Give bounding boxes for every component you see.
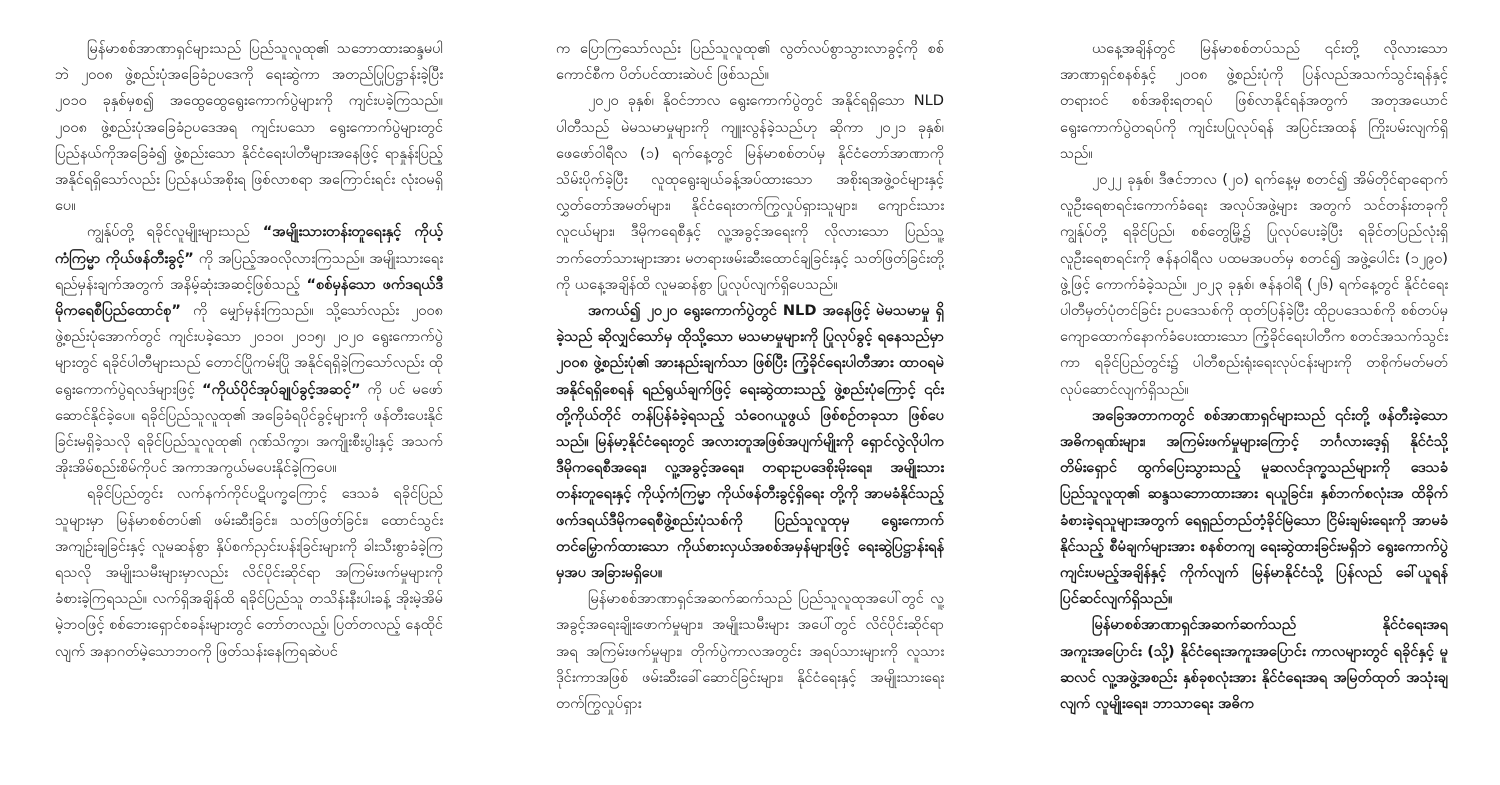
paragraph: [556, 88, 944, 298]
text-run: မြန်မာစစ်အာဏာရှင်များသည် ပြည်သူလူထု၏ သဘောထားဆန္ဒမပါဘဲ ၂၀၀၈ ဖွဲ့စည်းပုံအခြေခံဥပဒေကို ရေးဆွဲကာ အတည်ပြုပြဋ္ဌာန်းခဲ့ပြီး ၂၀၁၀ ခုနှစ်မှစ၍ အထွေထွေရွေးကောက်ပွဲများကို ကျင်းပခဲ့ကြသည်။ ၂၀၀၈ ဖွဲ့စည်းပုံအခြေခံဥပဒေအရ ကျင်းပသော ရွေးကောက်ပွဲများတွင် ပြည်နယ်ကိုအခြေခံ၍ ဖွဲ့စည်းသော နိုင်ငံရေးပါတီများအနေဖြင့် ရာနှုန်းပြည့် အနိုင်ရရှိသော်လည်း ပြည်နယ်အစိုးရ ဖြစ်လာစရာ အကြောင်းရင်း လုံးဝမရှိပေ။: [55, 40, 443, 215]
text-run: ကို အပြည့်အဝလိုလားကြသည်။ အမျိုးသားရေး ရည်မှန်းချက်အတွက် အနိမ့်ဆုံးအဆင့်ဖြစ်သည့်: [55, 249, 443, 293]
paragraph: [1060, 612, 1448, 717]
bold-text-run: “အမျိုးသားတန်းတူရေးနှင့် ကိုယ့်ကံကြမ္မာ ကိုယ်ဖန်တီးခွင့်”: [55, 223, 443, 267]
paragraph: [556, 586, 944, 717]
text-run: ကို မျှော်မှန်းကြသည်။ သို့သော်လည်း ၂၀၀၈ ဖွဲ့စည်းပုံအောက်တွင် ကျင်းပခဲ့သော ၂၀၁၀၊ ၂၀၁၅၊ ၂၀၂၀ ရွေးကောက်ပွဲများတွင် ရခိုင်ပါတီများသည် တောင်ပြိုကမ်းပြို အနိုင်ရရှိခဲ့ကြသော်လည်း ထိုရွေးကောက်ပွဲရလဒ်များဖြင့်: [55, 302, 443, 398]
bold-text-run: အကယ်၍ ၂၀၂၀ ရွေးကောက်ပွဲတွင် NLD အနေဖြင့် မဲမသမာမှု ရှိခဲ့သည် ဆိုလျှင်သော်မှ ထိုသို့သော မသမာမှုများကို ပြုလုပ်ခွင့် ရနေသည်မှာ ၂၀၀၈ ဖွဲ့စည်းပုံ၏ အားနည်းချက်သာ ဖြစ်ပြီး ကြံ့ခိုင်ရေးပါတီအား ထာဝရမဲအနိုင်ရရှိစေရန် ရည်ရွယ်ချက်ဖြင့် ရေးဆွဲထားသည့် ဖွဲ့စည်းပုံကြောင့် ၎င်းတို့ကိုယ်တိုင် တန်ပြန်ခံခဲ့ရသည့် သံဝေဂယူဖွယ် ဖြစ်စဉ်တခုသာ ဖြစ်ပေသည်။ မြန်မာ့နိုင်ငံရေးတွင် အလားတူအဖြစ်အပျက်မျိုးကို ရှောင်လွဲလိုပါက ဒီမိုကရေစီအရေး၊ လူ့အခွင့်အရေး၊ တရားဥပဒေစိုးမိုးရေး၊ အမျိုးသားတန်းတူရေးနှင့် ကိုယ့်ကံကြမ္မာ ကိုယ်ဖန်တီးခွင့်ရှိရေး တို့ကို အာမခံနိုင်သည့် ဖက်ဒရယ်ဒီမိုကရေစီဖွဲ့စည်းပုံသစ်ကို ပြည်သူလူထုမှ ရွေးကောက်တင်မြှောက်ထားသော ကိုယ်စားလှယ်အစစ်အမှန်များဖြင့် ရေးဆွဲပြဋ္ဌာန်းရန်မှအပ အခြားမရှိပေ။: [556, 302, 944, 582]
bold-text-run: “စစ်မှန်သော ဖက်ဒရယ်ဒီမိုကရေစီပြည်ထောင်စု”: [55, 275, 443, 320]
text-run: ၂၀၂၂ ခုနှစ်၊ ဒီဇင်ဘာလ (၂၀) ရက်နေ့မှ စတင်၍ အိမ်တိုင်ရာရောက် လူဦးရေစာရင်းကောက်ခံရေး အလုပ်အဖွဲ့များ အတွက် သင်တန်းတခုကို ကျွန်ုပ်တို့ ရခိုင်ပြည်၊ စစ်တွေမြို့၌ ပြုလုပ်ပေးခဲ့ပြီး ရခိုင်တပြည်လုံးရှိ လူဦးရေစာရင်းကို ဇန်နဝါရီလ ပထမအပတ်မှ စတင်၍ အဖွဲ့ပေါင်း (၁၂၉၀) ဖွဲ့ဖြင့် ကောက်ခံခဲ့သည်။ ၂၀၂၃ ခုနှစ်၊ ဇန်နဝါရီ (၂၆) ရက်နေ့တွင် နိုင်ငံရေးပါတီမှတ်ပုံတင်ခြင်း ဥပဒေသစ်ကို ထုတ်ပြန်ခဲ့ပြီး ထိုဥပဒေသစ်ကို စစ်တပ်မှ ကျောထောက်နောက်ခံပေးထားသော ကြံ့ခိုင်ရေးပါတီက စတင်အသက်သွင်းကာ ရခိုင်ပြည်တွင်း၌ ပါတီစည်းရုံးရေးလုပ်ငန်းများကို တစိုက်မတ်မတ် လုပ်ဆောင်လျက်ရှိသည်။: [1060, 171, 1448, 398]
paragraph: [55, 481, 443, 664]
bold-text-run: “ကိုယ်ပိုင်အုပ်ချုပ်ခွင့်အဆင့်”: [202, 380, 361, 398]
paragraph: [556, 298, 944, 586]
text-run: က ပြောကြသော်လည်း ပြည်သူလူထု၏ လွတ်လပ်စွာသွားလာခွင့်ကို စစ်ကောင်စီက ပိတ်ပင်ထားဆဲပင် ဖြစ်သည်။: [556, 40, 944, 84]
paragraph: [55, 36, 443, 219]
text-column-3: [1060, 36, 1448, 785]
text-run: ကျွန်ုပ်တို့ ရခိုင်လူမျိုးများသည်: [87, 223, 263, 241]
text-run: ရခိုင်ပြည်တွင်း လက်နက်ကိုင်ပဋိပက္ခကြောင့် ဒေသခံ ရခိုင်ပြည်သူများမှာ မြန်မာစစ်တပ်၏ ဖမ်းဆီးခြင်း၊ သတ်ဖြတ်ခြင်း၊ ထောင်သွင်းအကျဉ်းချခြင်းနှင့် လူမဆန်စွာ နှိပ်စက်ညှင်းပန်းခြင်းများကို ခါးသီးစွာခံခဲ့ကြရသလို အမျိုးသမီးများမှာလည်း လိင်ပိုင်းဆိုင်ရာ အကြမ်းဖက်မှုများကို ခံစားခဲ့ကြရသည်။ လက်ရှိအချိန်ထိ ရခိုင်ပြည်သူ တသိန်းနီးပါးခန့် အိုးမဲ့အိမ်မဲ့ဘဝဖြင့် စစ်ဘေးရှောင်စခန်းများတွင် တော်တလည့်၊ ပြတ်တလည့် နေထိုင်လျက် အနာဂတ်မဲ့သောဘဝကို ဖြတ်သန်းနေကြရဆဲပင်: [55, 485, 443, 660]
bold-text-run: အခြေအတာကတွင် စစ်အာဏာရှင်များသည် ၎င်းတို့ ဖန်တီးခဲ့သော အဓိကရုဏ်းများ၊ အကြမ်းဖက်မှုများကြောင့် ဘင်္ဂလားဒေ့ရှ် နိုင်ငံသို့ တိမ်းရှောင် ထွက်ပြေးသွားသည့် မူဆလင်ဒုက္ခသည်များကို ဒေသခံပြည်သူလူထု၏ ဆန္ဒသဘောထားအား ရယူခြင်း၊ နှစ်ဘက်စလုံးအ ထိခိုက်ခံစားခဲ့ရသူများအတွက် ရေရှည်တည်တံ့ခိုင်မြဲသော ငြိမ်းချမ်းရေးကို အာမခံနိုင်သည့် စီမံချက်များအား စနစ်တကျ ရေးဆွဲထားခြင်းမရှိဘဲ ရွေးကောက်ပွဲကျင်းပမည့်အချိန်နှင့် ကိုက်လျက် မြန်မာနိုင်ငံသို့ ပြန်လည် ခေါ်ယူရန် ပြင်ဆင်လျက်ရှိသည်။: [1060, 406, 1448, 608]
text-run: ယနေ့အချိန်တွင် မြန်မာစစ်တပ်သည် ၎င်းတို့ လိုလားသော အာဏာရှင်စနစ်နှင့် ၂၀၀၈ ဖွဲ့စည်းပုံကို ပြန်လည်အသက်သွင်းရန်နှင့် တရားဝင် စစ်အစိုးရတရပ် ဖြစ်လာနိုင်ရန်အတွက် အတုအယောင် ရွေးကောက်ပွဲတရပ်ကို ကျင်းပပြုလုပ်ရန် အပြင်းအထန် ကြိုးပမ်းလျက်ရှိသည်။: [1060, 40, 1448, 162]
text-run: မြန်မာစစ်အာဏာရှင်အဆက်ဆက်သည် ပြည်သူလူထုအပေါ်တွင် လူ့အခွင့်အရေးချိုးဖောက်မှုများ၊ အမျိုးသမီးများ အပေါ်တွင် လိင်ပိုင်းဆိုင်ရာအရ အကြမ်းဖက်မှုများ၊ တိုက်ပွဲကာလအတွင်း အရပ်သားများကို လူသားဒိုင်းကာအဖြစ် ဖမ်းဆီးခေါ်ဆောင်ခြင်းများ၊ နိုင်ငံရေးနှင့် အမျိုးသားရေး တက်ကြွလှုပ်ရှား: [556, 590, 944, 713]
text-column-2: [556, 36, 944, 785]
bold-text-run: မြန်မာစစ်အာဏာရှင်အဆက်ဆက်သည် နိုင်ငံရေးအရအကူးအပြောင်း (သို့) နိုင်ငံရေးအကူးအပြောင်း ကာလများတွင် ရခိုင်နှင့် မူဆလင် လူ့အဖွဲ့အစည်း နှစ်ခုစလုံးအား နိုင်ငံရေးအရ အမြတ်ထုတ် အသုံးချလျက် လူမျိုးရေး၊ ဘာသာရေး အဓိက: [1060, 616, 1448, 713]
text-run: ၂၀၂၀ ခုနှစ်၊ နိုဝင်ဘာလ ရွေးကောက်ပွဲတွင် အနိုင်ရရှိသော NLD ပါတီသည် မဲမသမာမှုများကို ကျူးလွန်ခဲ့သည်ဟု ဆိုကာ ၂၀၂၁ ခုနှစ်၊ ဖေဖော်ဝါရီလ (၁) ရက်နေ့တွင် မြန်မာစစ်တပ်မှ နိုင်ငံတော်အာဏာကို သိမ်းပိုက်ခဲ့ပြီး လူထုရွေးချယ်ခန့်အပ်ထားသော အစိုးရအဖွဲ့ဝင်များနှင့် လွှတ်တော်အမတ်များ၊ နိုင်ငံရေးတက်ကြွလှုပ်ရှားသူများ၊ ကျောင်းသားလူငယ်များ၊ ဒီမိုကရေစီနှင့် လူ့အခွင့်အရေးကို လိုလားသော ပြည်သူ့ဘက်တော်သားများအား မတရားဖမ်းဆီးထောင်ချခြင်းနှင့် သတ်ဖြတ်ခြင်းတို့ကို ယနေ့အချိန်ထိ လူမဆန်စွာ ပြုလုပ်လျက်ရှိပေသည်။: [556, 92, 944, 293]
text-column-1: [55, 36, 443, 785]
paragraph: [556, 36, 944, 88]
paragraph: [1060, 167, 1448, 403]
text-run: ကို ပင် မဖော်ဆောင်နိုင်ခဲ့ပေ။ ရခိုင်ပြည်သူလူထု၏ အခြေခံရပိုင်ခွင့်များကို ဖန်တီးပေးနိုင်ခြင်းမရှိခဲ့သလို ရခိုင်ပြည်သူလူထု၏ ဂုဏ်သိက္ခာ၊ အကျိုးစီးပွါးနှင့် အသက်အိုးအိမ်စည်းစိမ်ကိုပင် အကာအကွယ်မပေးနိုင်ခဲ့ကြပေ။: [55, 380, 443, 477]
paragraph: [1060, 403, 1448, 613]
paragraph: [55, 219, 443, 481]
paragraph: [1060, 36, 1448, 167]
